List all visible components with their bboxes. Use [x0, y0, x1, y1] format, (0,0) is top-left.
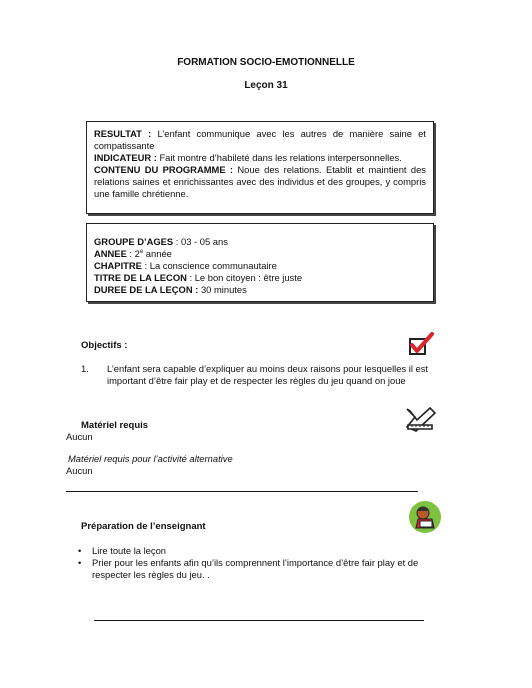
duree-line: [94, 284, 426, 296]
teacher-reading-icon: [408, 500, 442, 534]
preparation-list: [66, 545, 452, 581]
groupe-label: GROUPE D’AGES: [94, 236, 174, 247]
section-divider: [66, 491, 418, 492]
materiel-alt-heading: Matériel requis pour l’activité alternative: [68, 453, 233, 464]
groupe-text: : 03 - 05 ans: [173, 236, 228, 247]
indicateur-line: [94, 152, 426, 164]
duree-text: 30 minutes: [198, 284, 247, 295]
objectif-item: 1. L’enfant sera capable d’expliquer au moins deux raisons pour lesquelles il est important d’être fair play et de respecter les règles du jeu quand on joue: [81, 363, 449, 387]
duree-label: DUREE DE LA LEÇON :: [94, 284, 199, 295]
pencil-ruler-icon: [404, 405, 438, 433]
annee-superscript: e: [139, 248, 144, 255]
materiel-alt-value: Aucun: [66, 465, 93, 476]
groupe-line: [94, 236, 426, 248]
document-title: FORMATION SOCIO-EMOTIONNELLE: [177, 57, 355, 68]
contenu-label: CONTENU DU PROGRAMME :: [94, 164, 234, 175]
materiel-heading: Matériel requis: [81, 420, 149, 431]
chapitre-text: : La conscience communautaire: [141, 260, 277, 271]
chapitre-label: CHAPITRE: [94, 260, 142, 271]
checkbox-checked-icon: [408, 332, 434, 356]
contenu-text: Noue des relations. Etablit et maintient des relations saines et enrichissantes avec des individus et des groupes, y compris une famille chrétienne.: [94, 164, 426, 199]
resultat-line: [94, 128, 426, 152]
lesson-info-box: [86, 223, 434, 302]
annee-line: [94, 248, 426, 260]
lesson-number: Leçon 31: [244, 80, 288, 91]
titre-line: [94, 272, 426, 284]
preparation-item: • Lire toute la leçon: [66, 545, 452, 557]
chapitre-line: [94, 260, 426, 272]
titre-text: : Le bon citoyen : être juste: [186, 272, 303, 283]
preparation-item: • Prier pour les enfants afin qu’ils comprennent l’importance d’être fair play et de respecter les règles du jeu. .: [66, 557, 452, 581]
annee-label: ANNEE: [94, 248, 127, 259]
annee-suffix: année: [143, 248, 172, 259]
annee-text: : 2: [126, 248, 140, 259]
indicateur-text: Fait montre d’habileté dans les relations interpersonnelles.: [156, 152, 402, 163]
outcome-box: [86, 121, 434, 214]
resultat-label: RESULTAT :: [94, 128, 152, 139]
contenu-line: [94, 164, 426, 200]
materiel-value: Aucun: [66, 431, 93, 442]
bottom-divider: [94, 620, 424, 621]
preparation-heading: Préparation de l’enseignant: [81, 521, 206, 532]
titre-label: TITRE DE LA LECON: [94, 272, 187, 283]
resultat-text: L’enfant communique avec les autres de manière saine et compatissante: [94, 128, 426, 151]
objectifs-heading: Objectifs :: [81, 340, 128, 351]
objectifs-list: [81, 363, 449, 387]
indicateur-label: INDICATEUR :: [94, 152, 157, 163]
